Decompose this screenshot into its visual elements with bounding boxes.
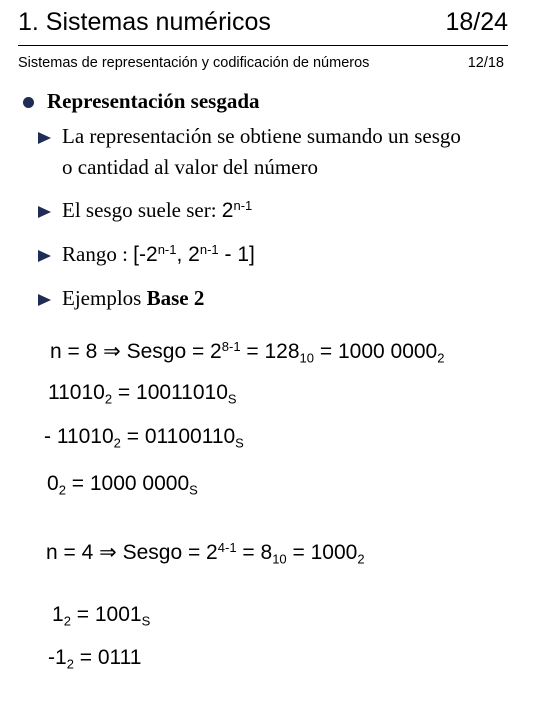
bullet-triangle-icon	[38, 250, 51, 262]
example-subscript: 2	[357, 551, 365, 567]
example-text: Sesgo = 2	[120, 340, 222, 363]
page-number: 18/24	[445, 8, 508, 36]
example-text: 1	[52, 603, 64, 626]
example-subscript: 10	[272, 551, 287, 567]
example-exponent: 4-1	[217, 539, 237, 555]
point-2	[62, 198, 252, 223]
example-text: n = 4	[46, 541, 100, 564]
example-text: Sesgo = 2	[116, 541, 218, 564]
range-lower-exponent: n-1	[157, 241, 177, 257]
example-one	[52, 603, 150, 627]
example-subscript: 2	[104, 391, 113, 407]
bullet-triangle-icon	[38, 206, 51, 218]
point-4-bold: Base 2	[146, 286, 205, 310]
example-11010-positive	[48, 381, 237, 405]
range-upper-tail: - 1]	[218, 243, 255, 266]
example-text: n = 8	[50, 340, 104, 363]
example-subscript: S	[235, 435, 244, 451]
example-text: - 11010	[44, 425, 114, 448]
example-exponent: 8-1	[221, 338, 241, 354]
example-subscript: 2	[58, 482, 66, 498]
example-text: = 128	[240, 340, 300, 363]
example-text: = 01100110	[120, 425, 236, 448]
example-text: = 1000	[286, 541, 358, 564]
implies-arrow-icon: ⇒	[103, 339, 121, 363]
example-subscript: S	[141, 613, 151, 629]
example-n4-sesgo	[46, 540, 365, 565]
example-11010-negative	[44, 425, 244, 449]
implies-arrow-icon: ⇒	[99, 540, 117, 564]
bullet-dot-icon	[23, 97, 34, 108]
example-text: = 1000 0000	[65, 472, 190, 495]
example-text: 11010	[48, 381, 105, 404]
example-zero	[47, 472, 198, 496]
bullet-triangle-icon	[38, 132, 51, 144]
slide-title: 1. Sistemas numéricos	[18, 8, 271, 36]
example-subscript: 2	[437, 350, 445, 366]
header-divider	[18, 45, 508, 46]
example-text: = 8	[236, 541, 273, 564]
section-heading: Representación sesgada	[47, 89, 260, 113]
example-n8-sesgo	[50, 339, 444, 364]
range-upper-exponent: n-1	[199, 241, 219, 257]
point-1-line-2: o cantidad al valor del número	[62, 155, 318, 179]
example-text: = 1000 0000	[314, 340, 438, 363]
point-2-base: 2	[221, 199, 234, 222]
point-3	[62, 242, 255, 267]
point-3-text: Rango :	[62, 242, 134, 266]
slide-subtitle: Sistemas de representación y codificación de números	[18, 55, 370, 71]
bullet-triangle-icon	[38, 294, 51, 306]
example-text: -1	[48, 646, 67, 669]
example-text: = 0111	[73, 646, 142, 669]
example-text: 0	[47, 472, 59, 495]
point-4	[62, 286, 204, 311]
example-subscript: S	[189, 482, 198, 498]
range-lower: [-2	[133, 243, 158, 266]
range-upper: , 2	[176, 243, 200, 266]
example-subscript: 2	[63, 613, 71, 629]
example-text: = 10011010	[112, 381, 228, 404]
example-minus-one	[48, 646, 141, 670]
point-1-line-1: La representación se obtiene sumando un sesgo	[62, 124, 461, 148]
point-2-text: El sesgo suele ser:	[62, 198, 222, 222]
example-text: = 1001	[70, 603, 142, 626]
example-subscript: 2	[113, 435, 121, 451]
subsection-page-number: 12/18	[467, 55, 504, 71]
example-subscript: S	[227, 391, 237, 407]
example-subscript: 2	[66, 656, 74, 672]
point-2-exponent: n-1	[233, 197, 253, 213]
example-subscript: 10	[299, 350, 315, 366]
point-4-text: Ejemplos	[62, 286, 147, 310]
